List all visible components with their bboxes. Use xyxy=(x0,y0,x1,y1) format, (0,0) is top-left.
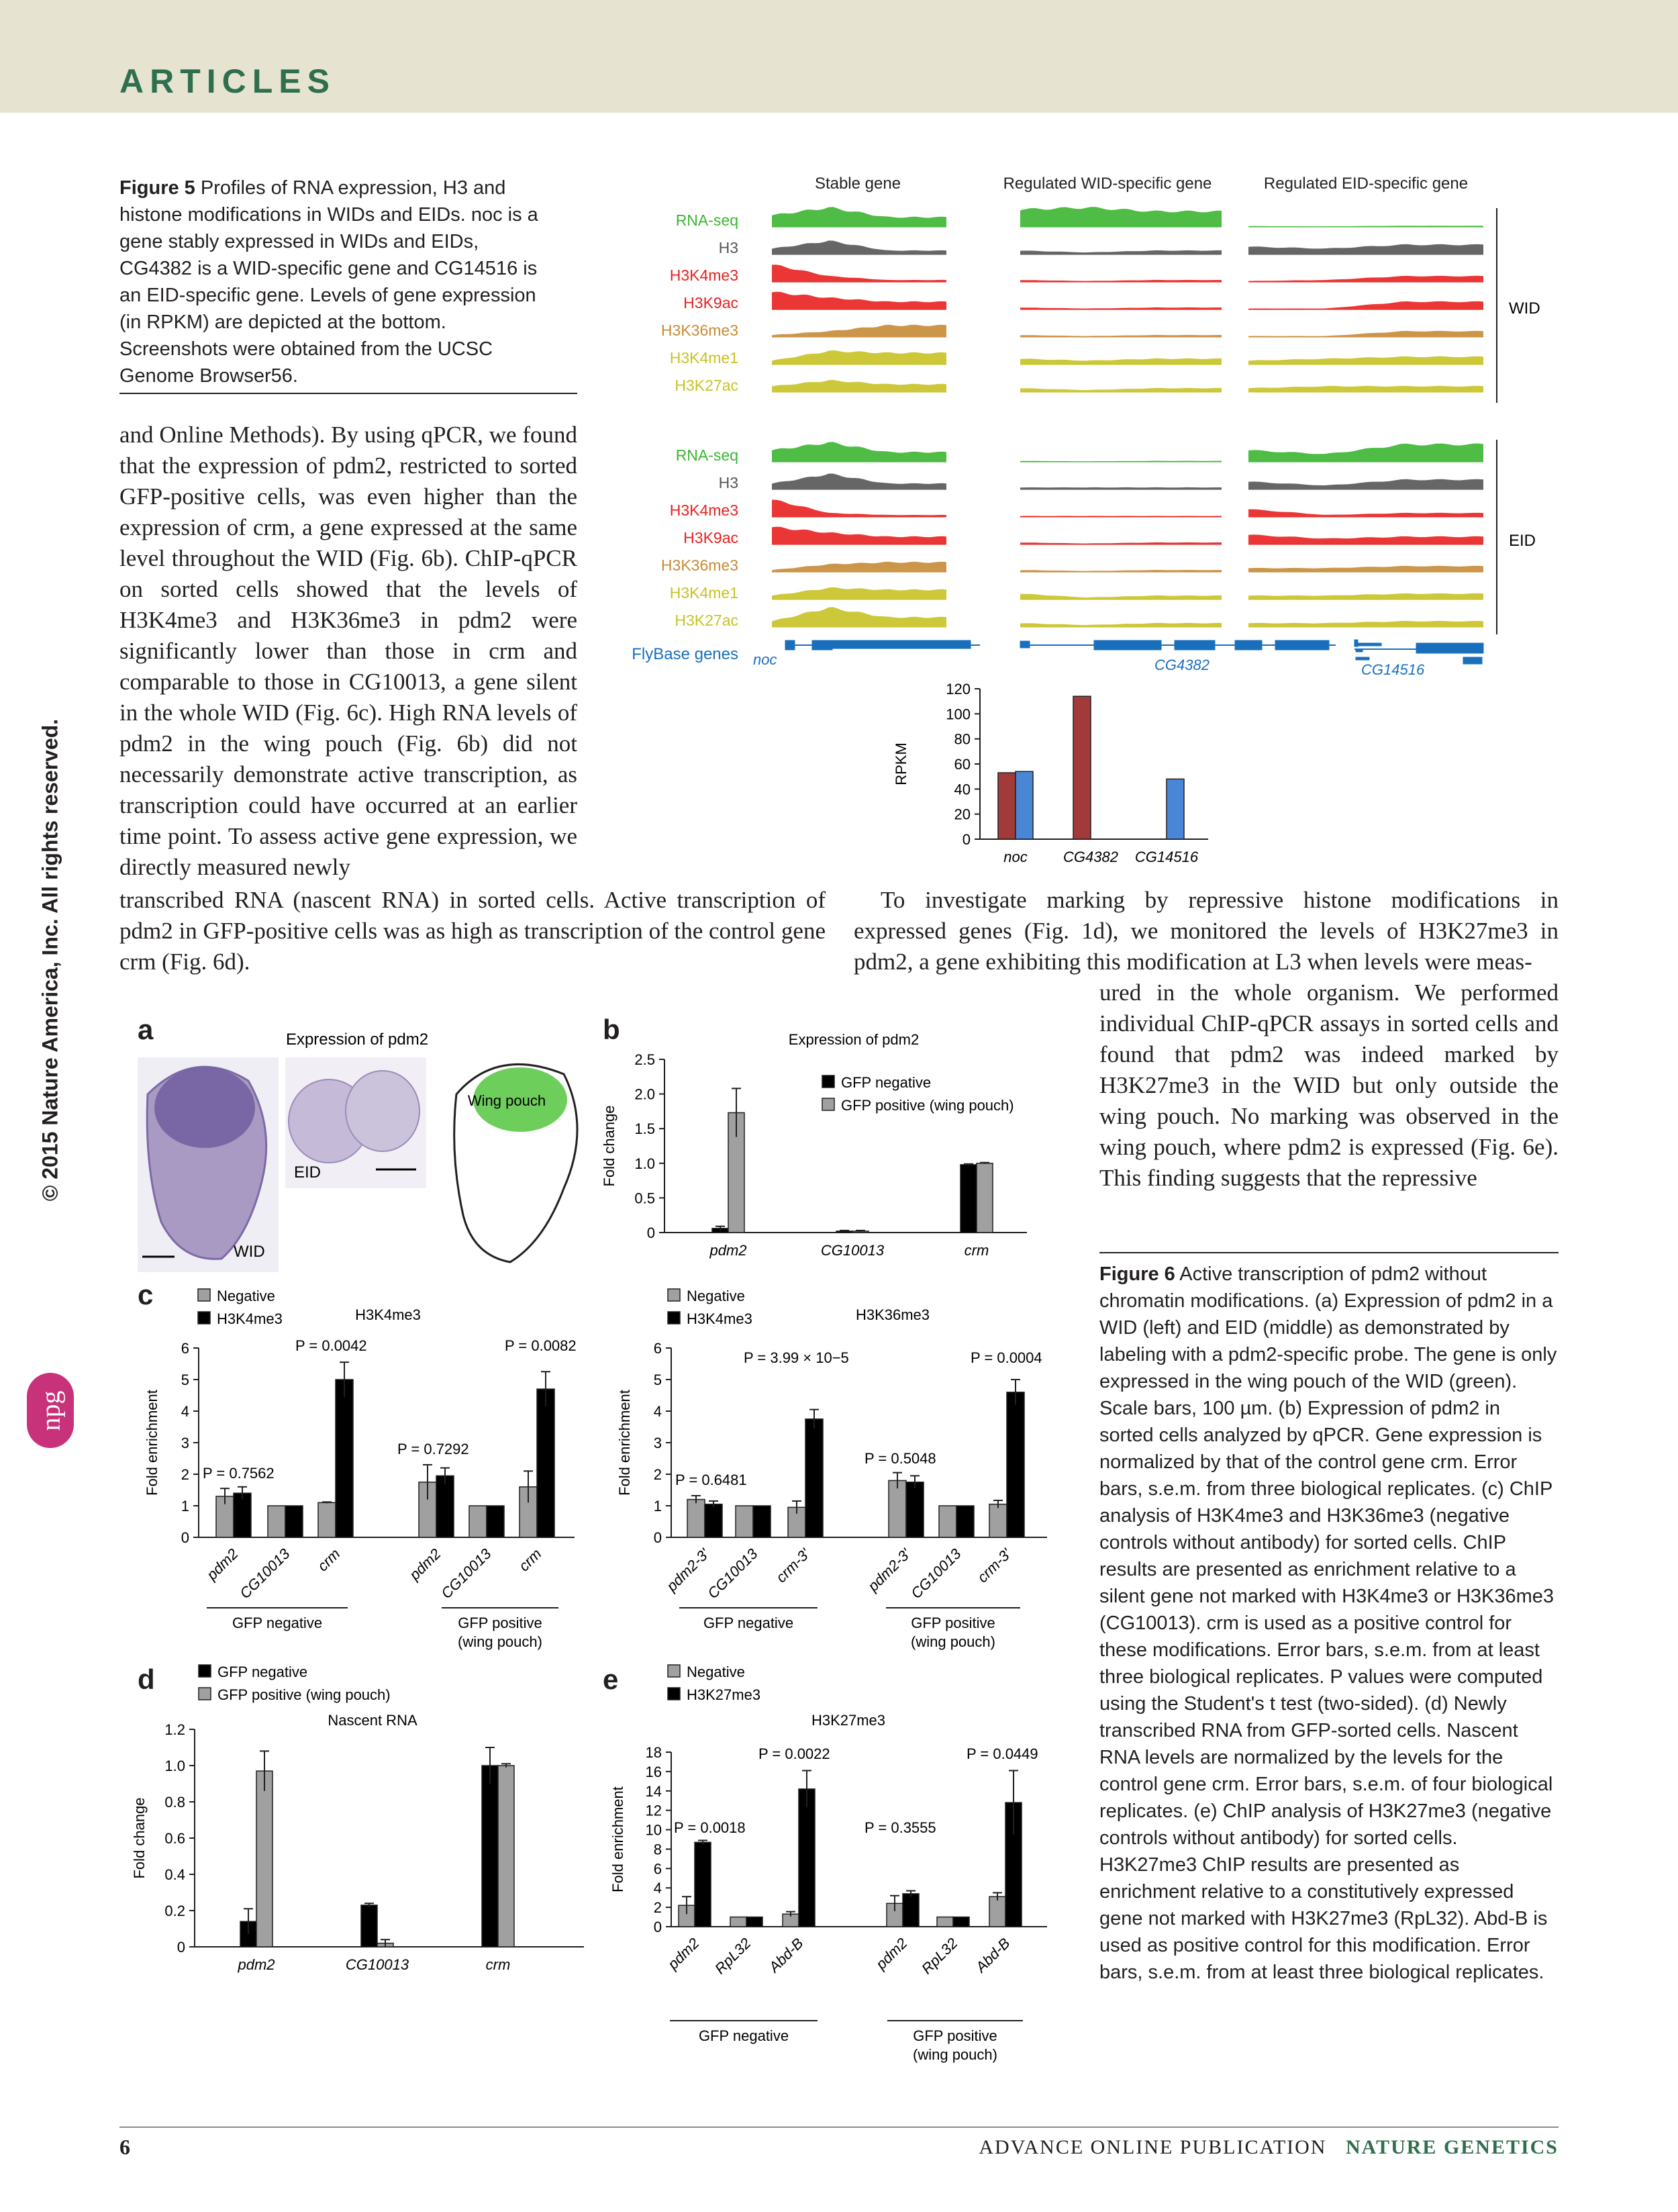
wid-track-signal xyxy=(1020,358,1222,365)
body-right-paragraph-narrow: ured in the whole organism. We performed individual ChIP-qPCR assays in sorted cells and found that pdm2 was indeed marked by H3K27me3 in the WID but only outside the wing pouch. No marking was observed in the wing pouch, where pdm2 is expressed (Fig. 6e). This finding suggests that the repressive xyxy=(1099,979,1559,1191)
eid-track-signal xyxy=(772,607,946,627)
p-value-annotation: P = 0.3555 xyxy=(865,1819,936,1836)
bar-h3k27me3 xyxy=(953,1917,969,1927)
category-label: crm-3' xyxy=(974,1545,1015,1586)
column-header-eid: Regulated EID-specific gene xyxy=(1263,175,1469,193)
wid-track-signal xyxy=(1020,250,1222,254)
legend-swatch xyxy=(668,1688,680,1700)
y-tick-label: 6 xyxy=(181,1340,189,1357)
panel-a-title: Expression of pdm2 xyxy=(285,1030,429,1049)
y-tick-label: 14 xyxy=(645,1782,662,1800)
y-tick-label: 80 xyxy=(954,730,971,748)
category-label: CG10013 xyxy=(907,1545,965,1602)
category-label: pdm2 xyxy=(203,1545,242,1584)
y-axis-label: Fold enrichment xyxy=(616,1390,633,1496)
legend-swatch xyxy=(199,1665,211,1677)
wid-track-signal xyxy=(1248,244,1483,254)
group-label-eid: EID xyxy=(1509,532,1536,550)
bar-h3k4me3 xyxy=(487,1506,504,1537)
figure5-genome-browser xyxy=(591,171,1557,695)
bar-h3k27me3 xyxy=(903,1894,919,1927)
bar-h3k4me3 xyxy=(753,1506,771,1537)
y-tick-label: 2 xyxy=(653,1466,662,1483)
category-label: CG14516 xyxy=(1134,849,1199,865)
wid-track-label: H3K4me3 xyxy=(669,267,738,284)
figure6c-h3k4me3-chart xyxy=(134,1276,597,1665)
bar-gfp-negative xyxy=(361,1905,377,1947)
eid-track-label: H3 xyxy=(718,474,738,491)
legend-label: Negative xyxy=(217,1288,275,1304)
y-tick-label: 1 xyxy=(653,1498,662,1514)
bar-h3k4me3 xyxy=(234,1493,251,1537)
wid-track-signal xyxy=(1020,307,1222,309)
npg-logo xyxy=(27,1373,74,1448)
group-label: GFP negative xyxy=(232,1615,323,1631)
figure5-caption-label: Figure 5 xyxy=(119,177,195,199)
wid-track-signal xyxy=(1020,280,1222,282)
bar-negative xyxy=(318,1502,336,1537)
category-label: pdm2-3' xyxy=(865,1545,914,1595)
wid-track-signal xyxy=(1020,207,1222,227)
y-tick-label: 6 xyxy=(653,1860,662,1878)
eid-image-label: EID xyxy=(294,1163,322,1182)
legend-label: H3K4me3 xyxy=(217,1310,283,1327)
bar-gfp-negative xyxy=(482,1766,498,1947)
category-label: CG10013 xyxy=(438,1545,495,1602)
chart-title: H3K4me3 xyxy=(355,1306,421,1323)
copyright-notice: © 2015 Nature America, Inc. All rights reserved. xyxy=(38,718,62,1202)
bar-h3k4me3 xyxy=(285,1506,303,1537)
category-label: pdm2 xyxy=(872,1934,911,1973)
y-axis-label: Fold enrichment xyxy=(609,1786,626,1892)
chart-title: H3K36me3 xyxy=(855,1306,930,1323)
eid-track-signal xyxy=(1248,566,1483,572)
body-right-paragraph-wide: To investigate marking by repressive histone modifications in expressed genes (Fig. 1d), we monitored the levels of H3K27me3 in pdm2, a gene exhibiting this modification at L3 when levels were meas- xyxy=(854,887,1559,975)
eid-track-signal xyxy=(772,474,946,490)
bar-h3k4me3 xyxy=(336,1380,353,1537)
category-label: Abd-B xyxy=(972,1934,1014,1976)
bar-negative xyxy=(989,1504,1007,1537)
y-tick-label: 2.5 xyxy=(634,1051,655,1068)
wid-tracks xyxy=(661,207,1483,394)
group-label: GFP positive xyxy=(458,1615,542,1631)
wid-image-label: WID xyxy=(234,1243,265,1261)
figure6c-h3k36me3-chart xyxy=(604,1276,1074,1665)
y-tick-label: 120 xyxy=(946,681,971,698)
column-header-wid: Regulated WID-specific gene xyxy=(1003,175,1212,193)
bar-negative xyxy=(889,1480,906,1537)
y-tick-label: 10 xyxy=(645,1821,662,1839)
eid-track-signal xyxy=(1020,487,1222,489)
column-header-stable: Stable gene xyxy=(814,175,901,193)
panel-c-letter: c xyxy=(138,1279,154,1310)
legend-swatch xyxy=(668,1289,680,1301)
eid-disc-right xyxy=(346,1071,420,1151)
group-label: (wing pouch) xyxy=(911,1633,995,1650)
eid-track-label: H3K4me1 xyxy=(669,584,738,602)
y-tick-label: 0.6 xyxy=(164,1830,185,1847)
y-tick-label: 16 xyxy=(645,1763,662,1780)
eid-track-label: RNA-seq xyxy=(675,446,738,464)
eid-track-signal xyxy=(1020,516,1222,518)
panel-a-images xyxy=(134,1020,591,1276)
y-tick-label: 2.0 xyxy=(634,1086,655,1103)
wid-track-signal xyxy=(772,265,946,282)
bar-h3k4me3 xyxy=(537,1389,554,1537)
category-label: pdm2-3' xyxy=(663,1545,713,1595)
bar-eid xyxy=(1167,779,1184,839)
wid-pouch-stain xyxy=(154,1067,255,1148)
legend-label: GFP negative xyxy=(841,1074,932,1091)
eid-track-signal xyxy=(1248,621,1483,627)
figure5-caption xyxy=(119,175,549,389)
y-tick-label: 0.8 xyxy=(164,1794,185,1811)
eid-track-signal xyxy=(1020,542,1222,544)
gene-name-cg14516: CG14516 xyxy=(1361,661,1425,678)
category-label: noc xyxy=(1003,849,1028,865)
page-number: 6 xyxy=(119,2135,130,2159)
bar-wid xyxy=(998,773,1016,839)
legend-label: Negative xyxy=(687,1664,745,1680)
bar-h3k4me3 xyxy=(956,1506,974,1537)
npg-logo-text: npg xyxy=(35,1390,66,1431)
p-value-annotation: P = 0.0449 xyxy=(967,1745,1038,1762)
bar-negative xyxy=(939,1506,956,1537)
y-axis-label: Fold change xyxy=(601,1105,618,1187)
gene-models xyxy=(785,640,1483,664)
wid-track-signal xyxy=(772,240,946,254)
panel-b-letter: b xyxy=(603,1014,620,1045)
y-axis-label: Fold enrichment xyxy=(144,1390,160,1496)
chart-title: H3K27me3 xyxy=(811,1712,886,1729)
eid-track-signal xyxy=(1248,510,1483,517)
y-tick-label: 0 xyxy=(177,1939,185,1956)
bar-gfp-negative xyxy=(960,1165,977,1233)
y-tick-label: 4 xyxy=(181,1403,189,1420)
legend-swatch xyxy=(198,1312,210,1324)
wid-track-label: H3K27ac xyxy=(675,377,738,394)
p-value-annotation: P = 0.5048 xyxy=(865,1450,936,1467)
legend-label: GFP negative xyxy=(217,1664,308,1680)
footer-publication xyxy=(979,2136,1559,2159)
eid-track-label: H3K4me3 xyxy=(669,501,738,519)
wid-track-label: H3 xyxy=(718,239,738,256)
wid-track-signal xyxy=(772,380,946,392)
p-value-annotation: P = 0.7292 xyxy=(397,1441,469,1457)
bar-h3k4me3 xyxy=(436,1476,454,1537)
wid-track-signal xyxy=(772,325,946,337)
legend-swatch xyxy=(668,1312,680,1324)
y-tick-label: 6 xyxy=(653,1340,662,1357)
y-axis-label: Fold change xyxy=(131,1797,148,1879)
p-value-annotation: P = 0.0022 xyxy=(758,1745,830,1762)
group-label: (wing pouch) xyxy=(913,2046,997,2063)
legend-label: GFP positive (wing pouch) xyxy=(841,1097,1014,1114)
y-tick-label: 4 xyxy=(653,1880,662,1897)
footer-journal: NATURE GENETICS xyxy=(1345,2136,1559,2158)
wid-track-signal xyxy=(1020,388,1222,392)
p-value-annotation: P = 0.7562 xyxy=(203,1465,275,1482)
legend-swatch xyxy=(668,1665,680,1677)
p-value-annotation: P = 3.99 × 10−5 xyxy=(744,1349,849,1366)
panel-a-letter: a xyxy=(138,1014,154,1045)
wid-track-signal xyxy=(1248,301,1483,309)
eid-track-signal xyxy=(1248,534,1483,544)
section-title: ARTICLES xyxy=(119,62,336,100)
bar-negative xyxy=(268,1506,285,1537)
category-label: Abd-B xyxy=(765,1934,807,1976)
category-label: RpL32 xyxy=(918,1934,961,1978)
wid-track-signal xyxy=(1248,331,1483,337)
y-tick-label: 4 xyxy=(653,1403,662,1420)
y-tick-label: 0.4 xyxy=(164,1866,185,1883)
chart-title: Expression of pdm2 xyxy=(788,1031,920,1048)
eid-track-signal xyxy=(1020,623,1222,627)
eid-track-signal xyxy=(1020,461,1222,463)
y-tick-label: 5 xyxy=(181,1372,189,1388)
bar-h3k27me3 xyxy=(746,1917,762,1927)
body-left-paragraph-wide: transcribed RNA (nascent RNA) in sorted cells. Active transcription of pdm2 in GFP-positive cells was as high as transcription of the control gene crm (Fig. 6d). xyxy=(119,887,826,975)
bar-negative xyxy=(687,1500,705,1537)
wid-track-signal xyxy=(772,207,946,227)
wid-track-signal xyxy=(1020,335,1222,337)
category-label: crm xyxy=(964,1242,989,1259)
y-tick-label: 1.5 xyxy=(634,1120,655,1138)
category-label: CG10013 xyxy=(345,1956,409,1973)
eid-tracks xyxy=(661,442,1483,629)
y-tick-label: 0 xyxy=(962,831,971,848)
wid-track-label: H3K9ac xyxy=(683,294,738,311)
y-tick-label: 8 xyxy=(653,1841,662,1858)
flybase-genes-label: FlyBase genes xyxy=(632,645,738,663)
y-tick-label: 1 xyxy=(181,1498,189,1514)
eid-track-signal xyxy=(772,527,946,544)
wid-track-signal xyxy=(1248,276,1483,282)
category-label: crm xyxy=(313,1545,344,1575)
figure5-caption-text: Profiles of RNA expression, H3 and histone modifications in WIDs and EIDs. noc is a gene stably expressed in WIDs and EIDs, CG4382 is a WID-specific gene and CG14516 is an EID-specific gene. Levels of gene expression (in RPKM) are depicted at the bottom. Screenshots were obtained from the UCSC Genome Browser56. xyxy=(119,177,538,387)
wid-track-label: RNA-seq xyxy=(675,211,738,229)
eid-track-signal xyxy=(1020,594,1222,599)
figure6b-chart xyxy=(591,1020,1074,1262)
category-label: crm-3' xyxy=(773,1545,813,1586)
chart-title: Nascent RNA xyxy=(328,1712,417,1729)
p-value-annotation: P = 0.0082 xyxy=(505,1337,577,1354)
legend-swatch xyxy=(199,1688,211,1700)
bar-negative xyxy=(730,1917,746,1927)
group-label: (wing pouch) xyxy=(458,1633,542,1650)
legend-label: H3K4me3 xyxy=(687,1310,752,1327)
bar-negative xyxy=(469,1506,487,1537)
wid-track-signal xyxy=(1248,356,1483,365)
panel-e-letter: e xyxy=(603,1664,619,1695)
y-tick-label: 0 xyxy=(646,1224,655,1241)
y-tick-label: 2 xyxy=(181,1466,189,1483)
eid-track-signal xyxy=(1248,593,1483,599)
bar-gfp-positive-wing-pouch- xyxy=(977,1163,993,1233)
y-tick-label: 60 xyxy=(954,756,971,773)
wid-track-signal xyxy=(772,292,946,309)
category-label: pdm2 xyxy=(405,1545,444,1584)
legend-swatch xyxy=(198,1289,210,1301)
y-tick-label: 0.5 xyxy=(634,1190,655,1207)
wid-track-label: H3K4me1 xyxy=(669,349,738,367)
bar-h3k4me3 xyxy=(705,1504,722,1537)
p-value-annotation: P = 0.0018 xyxy=(674,1819,746,1836)
body-left-paragraph: and Online Methods). By using qPCR, we found that the expression of pdm2, restricted to sorted GFP-positive cells, was even higher than the expression of crm, a gene expressed at the same level throughout the WID (Fig. 6b). ChIP-qPCR on sorted cells showed that the levels of H3K4me3 and H3K36me3 in pdm2 were significantly lower than those in crm and comparable to those in CG10013, a gene silent in the whole WID (Fig. 6c). High RNA levels of pdm2 in the wing pouch (Fig. 6b) did not necessarily demonstrate active transcription, as transcription could have occurred at an earlier time point. To assess active gene expression, we directly measured newly xyxy=(119,422,577,880)
bar-negative xyxy=(937,1917,953,1927)
bar-h3k27me3 xyxy=(695,1842,711,1927)
wid-track-signal xyxy=(1248,386,1483,392)
gene-name-cg4382: CG4382 xyxy=(1154,657,1210,673)
legend-label: Negative xyxy=(687,1288,745,1304)
eid-track-label: H3K36me3 xyxy=(660,557,738,574)
figure5-caption-rule xyxy=(119,393,577,394)
eid-track-signal xyxy=(1020,570,1222,572)
category-label: pdm2 xyxy=(664,1934,703,1973)
gene-name-noc: noc xyxy=(753,651,777,668)
category-label: crm xyxy=(485,1956,511,1973)
figure6d-chart xyxy=(131,1658,597,1974)
category-label: CG10013 xyxy=(820,1242,885,1259)
column-headers xyxy=(815,175,1468,193)
eid-track-signal xyxy=(772,587,946,599)
y-tick-label: 3 xyxy=(653,1435,662,1451)
bar-negative xyxy=(736,1506,753,1537)
figure6e-chart xyxy=(604,1658,1074,2063)
bar-eid xyxy=(1016,771,1033,839)
bar-gfp-positive-wing-pouch- xyxy=(256,1771,273,1947)
y-tick-label: 0.2 xyxy=(164,1903,185,1919)
group-label-wid: WID xyxy=(1509,299,1540,318)
category-label: CG4382 xyxy=(1063,849,1118,865)
legend-swatch xyxy=(822,1098,834,1110)
p-value-annotation: P = 0.0004 xyxy=(971,1349,1042,1366)
legend-label: GFP positive (wing pouch) xyxy=(217,1686,391,1703)
eid-track-signal xyxy=(1248,479,1483,489)
y-tick-label: 12 xyxy=(645,1802,662,1819)
eid-track-signal xyxy=(772,499,946,517)
wid-track-signal xyxy=(1248,226,1483,227)
panel-d-letter: d xyxy=(138,1664,155,1695)
figure6-caption-text: Active transcription of pdm2 without chromatin modifications. (a) Expression of pdm2 in a WID (left) and EID (middle) as demonstrated by labeling with a pdm2-specific probe. The gene is only expressed in the wing pouch of the WID (green). Scale bars, 100 µm. (b) Expression of pdm2 in sorted cells analyzed by qPCR. Gene expression is normalized by that of the control gene crm. Error bars, s.e.m. from three biological replicates. (c) ChIP analysis of H3K4me3 and H3K36me3 (negative controls without antibody) for sorted cells. ChIP results are presented as enrichment relative to a silent gene not marked with H3K4me3 or H3K36me3 (CG10013). crm is used as a positive control for these modifications. Error bars, s.e.m. from at least three biological replicates. P values were computed using the Student's t test (two-sided). (d) Newly transcribed RNA from GFP-sorted cells. Nascent RNA levels are normalized by the levels for the control gene crm. Error bars, s.e.m. of four biological replicates. (e) ChIP analysis of H3K27me3 (negative controls without antibody) for sorted cells. H3K27me3 ChIP results are presented as enrichment relative to a constitutively expressed gene not marked with H3K27me3 (RpL32). Abd-B is used as positive control for this modification. Error bars, s.e.m. from at least three biological replicates. xyxy=(1099,1263,1557,1983)
y-tick-label: 0 xyxy=(653,1919,662,1935)
bar-negative xyxy=(989,1896,1005,1927)
category-label: CG10013 xyxy=(236,1545,293,1602)
p-value-annotation: P = 0.6481 xyxy=(675,1472,747,1488)
bar-wid xyxy=(1073,696,1091,839)
eid-track-signal xyxy=(772,442,946,462)
group-label: GFP positive xyxy=(911,1615,995,1631)
eid-track-signal xyxy=(772,562,946,572)
category-label: pdm2 xyxy=(709,1242,747,1259)
legend-swatch xyxy=(822,1075,834,1088)
bar-h3k4me3 xyxy=(1007,1392,1024,1537)
category-label: CG10013 xyxy=(704,1545,761,1602)
wid-track-label: H3K36me3 xyxy=(660,322,738,339)
y-tick-label: 3 xyxy=(181,1435,189,1451)
y-axis-label: RPKM xyxy=(893,742,909,785)
category-label: RpL32 xyxy=(711,1934,754,1978)
y-tick-label: 2 xyxy=(653,1899,662,1917)
legend-label: H3K27me3 xyxy=(687,1686,761,1703)
wid-track-signal xyxy=(772,350,946,365)
y-tick-label: 100 xyxy=(946,706,971,723)
footer-publication-label: ADVANCE ONLINE PUBLICATION xyxy=(979,2136,1327,2158)
eid-track-label: H3K27ac xyxy=(675,612,738,629)
y-tick-label: 1.0 xyxy=(164,1758,185,1774)
eid-track-signal xyxy=(1248,444,1483,463)
y-tick-label: 40 xyxy=(954,781,971,798)
bar-h3k27me3 xyxy=(799,1789,815,1927)
eid-track-label: H3K9ac xyxy=(683,529,738,546)
category-label: crm xyxy=(515,1545,545,1575)
y-tick-label: 0 xyxy=(653,1529,662,1546)
y-tick-label: 0 xyxy=(181,1529,189,1546)
category-label: pdm2 xyxy=(238,1956,275,1973)
y-tick-label: 1.0 xyxy=(634,1155,655,1172)
group-label: GFP negative xyxy=(698,2027,789,2044)
figure6-caption-label: Figure 6 xyxy=(1099,1263,1175,1285)
bar-gfp-positive-wing-pouch- xyxy=(498,1766,514,1947)
bar-h3k4me3 xyxy=(906,1482,924,1537)
y-tick-label: 18 xyxy=(645,1744,662,1761)
bar-h3k4me3 xyxy=(805,1419,823,1537)
wing-pouch-label: Wing pouch xyxy=(467,1092,546,1109)
y-tick-label: 20 xyxy=(954,806,971,823)
group-label: GFP negative xyxy=(703,1615,794,1631)
figure6-caption-rule xyxy=(1099,1252,1559,1253)
y-tick-label: 5 xyxy=(653,1372,662,1388)
y-tick-label: 1.2 xyxy=(164,1721,185,1738)
figure6-caption xyxy=(1099,1261,1559,1986)
p-value-annotation: P = 0.0042 xyxy=(295,1337,367,1354)
group-label: GFP positive xyxy=(913,2027,997,2044)
figure5-rpkm-chart xyxy=(886,678,1235,873)
